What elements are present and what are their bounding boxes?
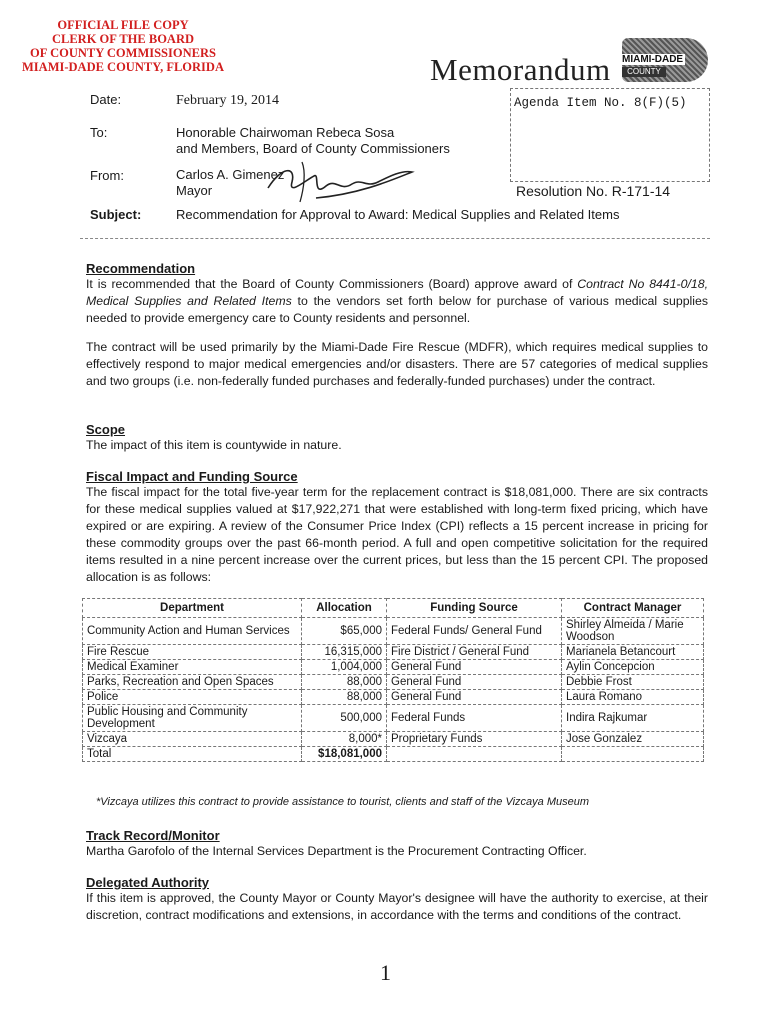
cell-funding-source: Fire District / General Fund	[387, 645, 562, 660]
fiscal-text: The fiscal impact for the total five-year term for the replacement contract is $18,081,000. There are six contracts for these medical supplies valued at $17,922,271 that were established with long-term fixed pricing, which have expired or are expiring. A review of the Consumer Price Index (CPI) reflects a 15 percent increase in pricing for these commodity groups over the past 66-month period. A full and open competitive solicitation for the required items resulted in a nine percent increase over the current prices, but less than the 15 percent CPI. The proposed allocation is as follows:	[86, 485, 708, 584]
cell-funding-source: Federal Funds/ General Fund	[387, 618, 562, 645]
logo-text: MIAMI-DADE	[622, 54, 684, 65]
cell-contract-manager: Indira Rajkumar	[562, 705, 704, 732]
delegated-authority-heading: Delegated Authority	[86, 875, 210, 890]
table-row	[83, 690, 704, 705]
from-label: From:	[90, 168, 124, 183]
col-header-contract-manager: Contract Manager	[562, 599, 704, 618]
cell-department: Community Action and Human Services	[83, 618, 302, 645]
cell-allocation: 8,000*	[302, 732, 387, 747]
cell-department: Vizcaya	[83, 732, 302, 747]
rec-text-b: to the vendors set forth below for purchase of various medical supplies needed to provide emergency care to County residents and personnel.	[86, 294, 708, 325]
date-label: Date:	[90, 92, 122, 107]
table-row	[83, 705, 704, 732]
logo-subtext: COUNTY	[622, 67, 666, 77]
stamp-line: CLERK OF THE BOARD	[51, 32, 195, 46]
cell-funding-source: General Fund	[387, 675, 562, 690]
cell-contract-manager: Shirley Almeida / Marie Woodson	[562, 618, 704, 645]
agenda-item: Agenda Item No. 8(F)(5)	[514, 96, 687, 110]
cell-funding-source: Federal Funds	[387, 705, 562, 732]
memo-title: Memorandum	[430, 52, 611, 87]
table-header-row	[83, 599, 704, 618]
col-header-department: Department	[83, 599, 302, 618]
stamp-line: OFFICIAL FILE COPY	[57, 18, 189, 32]
cell-department: Police	[83, 690, 302, 705]
rec-text-a: It is recommended that the Board of County Commissioners (Board) approve award of	[86, 277, 578, 291]
stamp-line: MIAMI-DADE COUNTY, FLORIDA	[22, 60, 224, 74]
stamp-line: OF COUNTY COMMISSIONERS	[30, 46, 216, 60]
page-number: 1	[380, 960, 391, 985]
cell-department: Parks, Recreation and Open Spaces	[83, 675, 302, 690]
recommendation-paragraph-1	[86, 276, 708, 327]
cell-allocation: 88,000	[302, 675, 387, 690]
track-record-text: Martha Garofolo of the Internal Services Department is the Procurement Contracting Officer.	[86, 844, 587, 858]
scope-text: The impact of this item is countywide in nature.	[86, 438, 342, 452]
fiscal-heading: Fiscal Impact and Funding Source	[86, 469, 298, 484]
recommendation-paragraph-2: The contract will be used primarily by the Miami-Dade Fire Rescue (MDFR), which requires medical supplies to effectively respond to major medical emergencies and/or disasters. There are 57 categories of medical supplies and two groups (i.e. non-federally funded purchases and federally-funded purchases) under the contract.	[86, 340, 708, 388]
county-logo	[618, 36, 714, 84]
contract-title: Contract No 8441-0/18, Medical Supplies and Related Items	[86, 277, 708, 308]
table-row	[83, 660, 704, 675]
cell-total-label: Total	[83, 747, 302, 762]
subject-value: Recommendation for Approval to Award: Medical Supplies and Related Items	[176, 207, 620, 222]
recommendation-heading: Recommendation	[86, 261, 196, 276]
cell-allocation: 16,315,000	[302, 645, 387, 660]
cell-contract-manager: Laura Romano	[562, 690, 704, 705]
table-row	[83, 645, 704, 660]
cell-allocation: 500,000	[302, 705, 387, 732]
table-row	[83, 675, 704, 690]
cell-department: Fire Rescue	[83, 645, 302, 660]
from-line-1: Carlos A. Gimenez	[176, 167, 285, 182]
to-line-2: and Members, Board of County Commissioners	[176, 141, 450, 156]
cell-department: Public Housing and Community Development	[83, 705, 302, 732]
cell-department: Medical Examiner	[83, 660, 302, 675]
date-value: February 19, 2014	[176, 93, 280, 108]
cell-allocation: 88,000	[302, 690, 387, 705]
cell-funding-source: General Fund	[387, 690, 562, 705]
cell-empty	[562, 747, 704, 762]
clerk-stamp	[18, 18, 228, 74]
cell-empty	[387, 747, 562, 762]
cell-contract-manager: Jose Gonzalez	[562, 732, 704, 747]
cell-allocation: $65,000	[302, 618, 387, 645]
allocation-table	[82, 598, 704, 762]
cell-contract-manager: Aylin Concepcion	[562, 660, 704, 675]
delegated-authority-text: If this item is approved, the County Mayor or County Mayor's designee will have the authority to exercise, at their discretion, contract modifications and extensions, in accordance with the terms and conditions of the contract.	[86, 891, 708, 922]
col-header-funding-source: Funding Source	[387, 599, 562, 618]
col-header-allocation: Allocation	[302, 599, 387, 618]
cell-funding-source: General Fund	[387, 660, 562, 675]
to-line-1: Honorable Chairwoman Rebeca Sosa	[176, 125, 395, 140]
subject-label: Subject:	[90, 207, 142, 222]
from-line-2: Mayor	[176, 183, 213, 198]
resolution-number: Resolution No. R-171-14	[516, 183, 671, 199]
cell-total-value: $18,081,000	[302, 747, 387, 762]
table-row	[83, 732, 704, 747]
track-record-heading: Track Record/Monitor	[86, 828, 220, 843]
cell-funding-source: Proprietary Funds	[387, 732, 562, 747]
table-footnote: *Vizcaya utilizes this contract to provide assistance to tourist, clients and staff of the Vizcaya Museum	[96, 796, 589, 808]
cell-contract-manager: Marianela Betancourt	[562, 645, 704, 660]
mayor-signature	[262, 158, 422, 206]
header-divider	[80, 238, 710, 239]
table-row	[83, 618, 704, 645]
to-label: To:	[90, 125, 108, 140]
cell-allocation: 1,004,000	[302, 660, 387, 675]
scope-heading: Scope	[86, 422, 126, 437]
cell-contract-manager: Debbie Frost	[562, 675, 704, 690]
table-total-row	[83, 747, 704, 762]
